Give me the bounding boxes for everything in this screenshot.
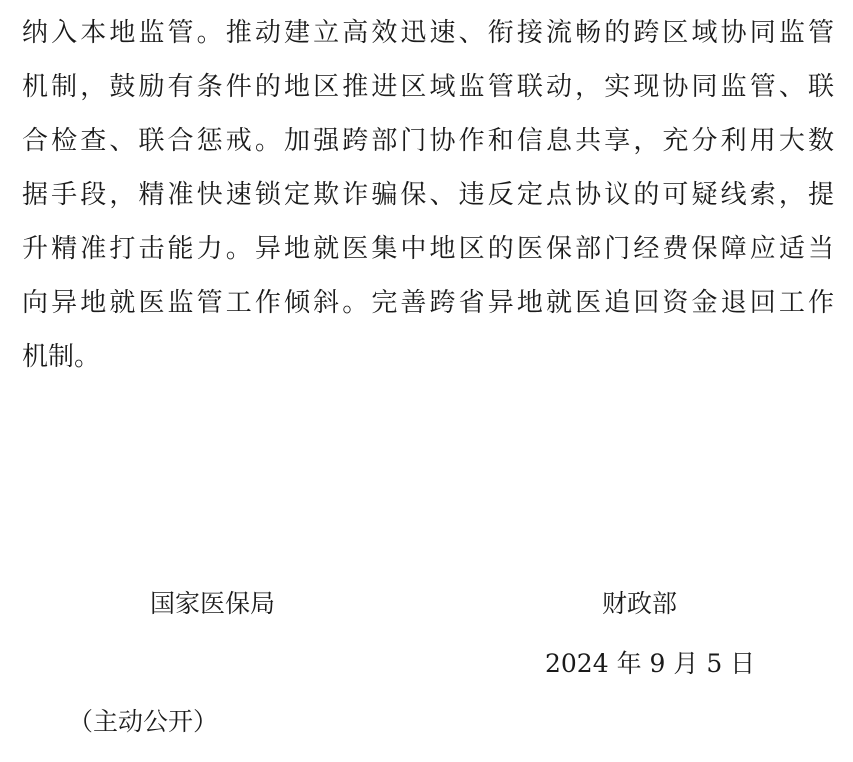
paragraph-line: 纳入本地监管。推动建立高效迅速、衔接流畅的跨区域协同监管 <box>22 18 834 48</box>
disclosure-note: （主动公开） <box>68 707 219 736</box>
issue-date: 2024 年 9 月 5 日 <box>545 649 756 678</box>
issuer-mof: 财政部 <box>602 589 678 618</box>
body-paragraph <box>22 6 834 384</box>
paragraph-line: 向异地就医监管工作倾斜。完善跨省异地就医追回资金退回工作 <box>22 288 834 318</box>
issuer-nhsa: 国家医保局 <box>150 589 276 618</box>
paragraph-line: 据手段，精准快速锁定欺诈骗保、违反定点协议的可疑线索，提 <box>22 180 834 210</box>
paragraph-line: 机制，鼓励有条件的地区推进区域监管联动，实现协同监管、联 <box>22 72 834 102</box>
paragraph-line: 机制。 <box>22 342 101 372</box>
paragraph-line: 合检查、联合惩戒。加强跨部门协作和信息共享，充分利用大数 <box>22 126 834 156</box>
paragraph-line: 升精准打击能力。异地就医集中地区的医保部门经费保障应适当 <box>22 234 834 264</box>
